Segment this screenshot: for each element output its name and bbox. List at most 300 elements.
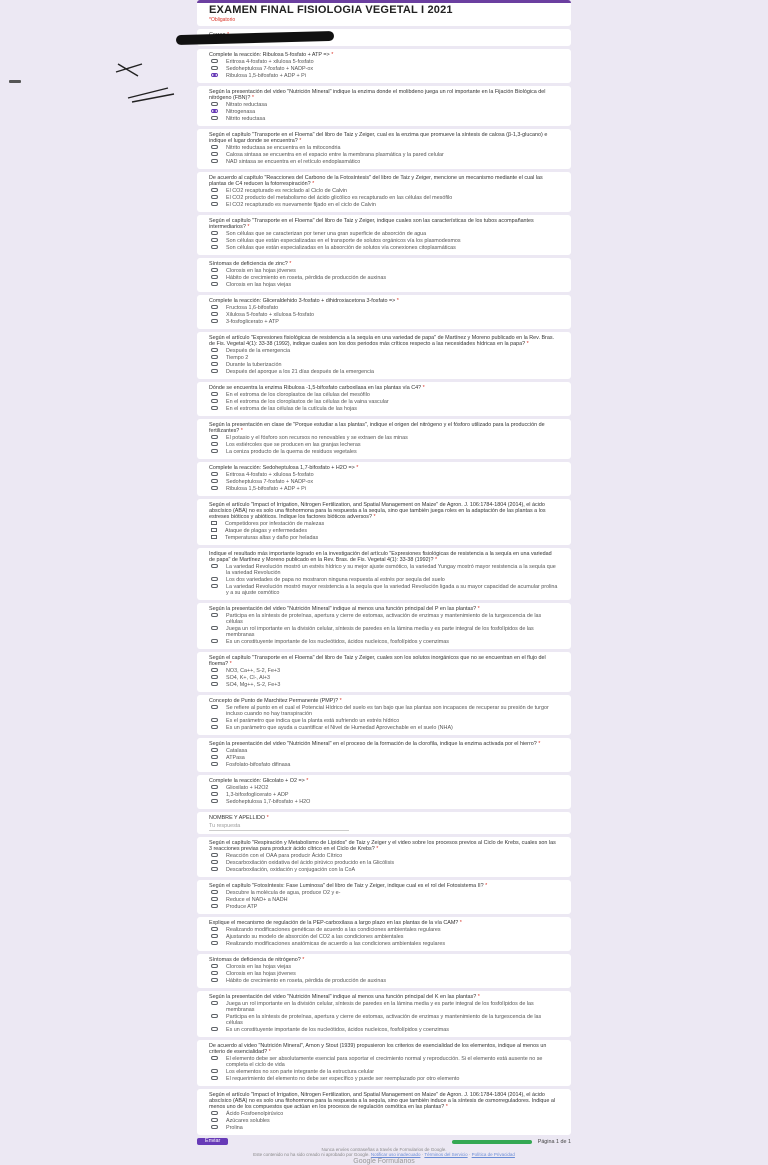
answer-option[interactable] bbox=[211, 348, 559, 354]
option-label: Ácido Fosfoenolpirúvico bbox=[226, 1111, 284, 1117]
submit-button[interactable]: Enviar bbox=[197, 1138, 228, 1145]
checkbox[interactable] bbox=[211, 521, 217, 525]
question-title: De acuerdo al video "Nutrición Mineral", Arnon y Stout (1939) propusieron los criterios de esencialidad de los elementos, indique al menos un criterio de esencialidad? * bbox=[209, 1043, 547, 1055]
option-label: Competidores por infestación de malezas bbox=[225, 521, 325, 527]
radio-button[interactable] bbox=[211, 109, 218, 113]
radio-button[interactable] bbox=[211, 584, 218, 588]
option-label: Nitrato reductasa bbox=[226, 102, 268, 108]
answer-option[interactable] bbox=[211, 59, 559, 65]
answer-option[interactable] bbox=[211, 109, 559, 115]
option-label: Realizando modificaciones anatómicas de acuerdo a las condiciones ambientales regulares bbox=[226, 941, 446, 947]
answer-option[interactable] bbox=[211, 66, 559, 72]
option-label: Son células que están especializadas en el transporte de solutos orgánicos vía los plasmodesmos bbox=[226, 238, 461, 244]
question-card bbox=[197, 295, 571, 329]
answer-option[interactable] bbox=[211, 1069, 559, 1075]
answer-option[interactable] bbox=[211, 231, 559, 237]
answer-option[interactable] bbox=[211, 639, 559, 645]
option-label: ATPasa bbox=[226, 755, 245, 761]
question-card bbox=[197, 880, 571, 914]
answer-option[interactable] bbox=[211, 1118, 559, 1124]
radio-button[interactable] bbox=[211, 626, 218, 630]
answer-option[interactable] bbox=[211, 577, 559, 583]
option-label: Nitrito reductasa bbox=[226, 116, 266, 122]
answer-option[interactable] bbox=[211, 1056, 559, 1068]
question-title: Concepto de Punto de Marchitez Permanente (PMP)? * bbox=[209, 698, 342, 704]
answer-option[interactable] bbox=[211, 319, 559, 325]
option-label: Es un constituyente importante de los nucleótidos, ácidos nucleicos, fosfolípidos y coenzimas bbox=[226, 1027, 449, 1033]
form-title: EXAMEN FINAL FISIOLOGIA VEGETAL I 2021 bbox=[209, 4, 453, 16]
radio-button[interactable] bbox=[211, 725, 218, 729]
answer-option[interactable] bbox=[211, 1076, 559, 1082]
radio-button[interactable] bbox=[211, 682, 218, 686]
option-label: Son células que están especializadas en la absorción de solutos vía conexiones citoplasmáticas bbox=[226, 245, 456, 251]
option-label: El CO2 producto del metabolismo del ácido glicólico es recapturado en las células del mesófilo bbox=[226, 195, 453, 201]
answer-option[interactable] bbox=[211, 312, 559, 318]
option-label: El requerimiento del elemento no debe ser específico y puede ser reemplazado por otro elemento bbox=[226, 1076, 460, 1082]
question-title: Indique el resultado más importante logrado en la investigación del artículo "Expresiones fisiológicas de resistencia a la sequía en una variedad de papa" de Martínez y Moreno publicado en la Rev. Bras. de Fis. Vegetal 4(1): 33-38 (1992)? * bbox=[209, 551, 552, 563]
answer-option[interactable] bbox=[211, 1125, 559, 1131]
radio-button[interactable] bbox=[211, 479, 218, 483]
answer-option[interactable] bbox=[211, 159, 559, 165]
answer-option[interactable] bbox=[211, 564, 559, 576]
question-card bbox=[197, 775, 571, 809]
footnote: Nunca envíes contraseñas a través de Formularios de Google. Este contenido no ha sido creado ni aprobado por Google. Notificar uso inadecuado · Términos del Servicio · Política de Privacidad bbox=[197, 1147, 571, 1157]
answer-option[interactable] bbox=[211, 890, 559, 896]
question-title: Síntomas de deficiencia de nitrógeno? * bbox=[209, 957, 305, 963]
option-label: Descubre la molécula de agua, produce O2 y e- bbox=[226, 890, 341, 896]
option-label: Nitrogenasa bbox=[226, 109, 256, 115]
footnote-line2: Este contenido no ha sido creado ni aprobado por Google. bbox=[253, 1152, 370, 1157]
option-label: Los elementos no son parte integrante de la estructura celular bbox=[226, 1069, 375, 1075]
answer-option[interactable] bbox=[211, 748, 559, 754]
option-label: Es un constituyente importante de los nucleótidos, ácidos nucleicos, fosfolípidos y coenzimas bbox=[226, 639, 449, 645]
option-label: Clorosis en las hojas viejas bbox=[226, 282, 292, 288]
option-label: Clorosis en las hojas jóvenes bbox=[226, 971, 296, 977]
radio-button[interactable] bbox=[211, 369, 218, 373]
radio-button[interactable] bbox=[211, 188, 218, 192]
option-label: Tiempo 2 bbox=[226, 355, 249, 361]
radio-button[interactable] bbox=[211, 853, 218, 857]
answer-option[interactable] bbox=[211, 145, 559, 151]
answer-option[interactable] bbox=[211, 369, 559, 375]
option-label: Xilulosa 5-fosfato + xilulosa 5-fosfato bbox=[226, 312, 314, 318]
radio-button[interactable] bbox=[211, 66, 218, 70]
answer-option[interactable] bbox=[211, 472, 559, 478]
form-header bbox=[197, 0, 571, 26]
answer-option[interactable] bbox=[211, 755, 559, 761]
option-label: La variedad Revolución mostró un estrés hídrico y su mejor ajuste osmótico, la variedad Yungay mostró mayor resistencia a la sequía que la variedad Revolución bbox=[226, 564, 556, 576]
radio-button[interactable] bbox=[211, 799, 218, 803]
answer-option[interactable] bbox=[211, 675, 559, 681]
question-card bbox=[197, 258, 571, 292]
answer-option[interactable] bbox=[211, 116, 559, 122]
answer-option[interactable] bbox=[211, 904, 559, 910]
option-label: Sedoheptulosa 1,7-bifosfato + H2O bbox=[226, 799, 311, 805]
question-list bbox=[197, 49, 571, 1135]
answer-option[interactable] bbox=[211, 399, 559, 405]
option-label: La ceniza producto de la quema de residuos vegetales bbox=[226, 449, 357, 455]
option-label: Fosfolato-bifosfato difinasa bbox=[226, 762, 291, 768]
radio-button[interactable] bbox=[211, 73, 218, 77]
option-label: Ribulosa 1,5-bifosfato + ADP + Pi bbox=[226, 73, 306, 79]
option-label: Después de la emergencia bbox=[226, 348, 291, 354]
answer-option[interactable] bbox=[211, 73, 559, 79]
answer-option[interactable] bbox=[211, 584, 559, 596]
question-card bbox=[197, 332, 571, 379]
radio-button[interactable] bbox=[211, 904, 218, 908]
option-label: Produce ATP bbox=[226, 904, 258, 910]
option-label: Nitrito reductasa se encuentra en la mitocondria bbox=[226, 145, 341, 151]
radio-button[interactable] bbox=[211, 748, 218, 752]
radio-button[interactable] bbox=[211, 867, 218, 871]
google-forms-logo: Google Formularios bbox=[353, 1158, 415, 1165]
radio-button[interactable] bbox=[211, 245, 218, 249]
radio-button[interactable] bbox=[211, 1118, 218, 1122]
answer-option[interactable] bbox=[211, 435, 559, 441]
question-card bbox=[197, 172, 571, 212]
option-label: Durante la tuberización bbox=[226, 362, 282, 368]
radio-button[interactable] bbox=[211, 392, 218, 396]
answer-option[interactable] bbox=[211, 102, 559, 108]
option-label: Descarboxilación, oxidación y conjugación con la CoA bbox=[226, 867, 356, 873]
radio-button[interactable] bbox=[211, 116, 218, 120]
radio-button[interactable] bbox=[211, 718, 218, 722]
option-label: Reduce el NAD+ a NADH bbox=[226, 897, 288, 903]
option-label: Realizando modificaciones genéticas de acuerdo a las condiciones ambientales regulares bbox=[226, 927, 441, 933]
answer-option[interactable] bbox=[211, 799, 559, 805]
question-title: Síntomas de deficiencia de zinc? * bbox=[209, 261, 292, 267]
radio-button[interactable] bbox=[211, 1056, 218, 1060]
option-label: NAD sintasa se encuentra en el retículo endoplasmático bbox=[226, 159, 361, 165]
margin-mark bbox=[9, 80, 21, 83]
radio-button[interactable] bbox=[211, 890, 218, 894]
radio-button[interactable] bbox=[211, 978, 218, 982]
radio-button[interactable] bbox=[211, 362, 218, 366]
option-label: Clorosis en las hojas viejas bbox=[226, 964, 292, 970]
answer-option[interactable] bbox=[211, 860, 559, 866]
radio-button[interactable] bbox=[211, 1027, 218, 1031]
question-card bbox=[197, 917, 571, 951]
radio-button[interactable] bbox=[211, 1111, 218, 1115]
answer-option[interactable] bbox=[211, 245, 559, 251]
option-label: Sedoheptulosa 7-fosfato + NADP-ox bbox=[226, 66, 314, 72]
option-label: Reacción con el OAA para producir Ácido Cítrico bbox=[226, 853, 343, 859]
answer-option[interactable] bbox=[211, 152, 559, 158]
radio-button[interactable] bbox=[211, 275, 218, 279]
question-title: Según el capítulo "Transporte en el Floema" del libro de Taiz y Zeiger, indique cuales son las características de los tubos acompañantes intermediarios? * bbox=[209, 218, 534, 230]
question-title: Explique el mecanismo de regulación de la PEP-carboxilasa a largo plazo en las plantas de la vía CAM? * bbox=[209, 920, 462, 926]
answer-option[interactable] bbox=[211, 449, 559, 455]
radio-button[interactable] bbox=[211, 195, 218, 199]
radio-button[interactable] bbox=[211, 1076, 218, 1080]
name-input[interactable]: Tu respuesta bbox=[209, 823, 349, 831]
question-title: Según la presentación del video "Nutrición Mineral" indique la enzima donde el molibdeno juega un rol importante en la Fijación Biológica del nitrógeno (FBN)? * bbox=[209, 89, 546, 101]
option-label: El CO2 recapturado es reciclado al Ciclo de Calvin bbox=[226, 188, 348, 194]
radio-button[interactable] bbox=[211, 145, 218, 149]
answer-option[interactable] bbox=[211, 188, 559, 194]
radio-button[interactable] bbox=[211, 355, 218, 359]
progress-fill bbox=[452, 1140, 532, 1144]
answer-option[interactable] bbox=[211, 355, 559, 361]
radio-button[interactable] bbox=[211, 941, 218, 945]
option-label: Clorosis en las hojas jóvenes bbox=[226, 268, 296, 274]
answer-option[interactable] bbox=[211, 682, 559, 688]
option-label: Fructosa 1,6-bifosfato bbox=[226, 305, 279, 311]
option-label: Azúcares solubles bbox=[226, 1118, 270, 1124]
footnote-line1: Nunca envíes contraseñas a través de Formularios de Google. bbox=[321, 1147, 447, 1152]
page-indicator: Página 1 de 1 bbox=[537, 1138, 571, 1145]
answer-option[interactable] bbox=[211, 305, 559, 311]
radio-button[interactable] bbox=[211, 152, 218, 156]
answer-option[interactable] bbox=[211, 668, 559, 674]
radio-button[interactable] bbox=[211, 792, 218, 796]
question-card bbox=[197, 837, 571, 877]
radio-button[interactable] bbox=[211, 312, 218, 316]
radio-button[interactable] bbox=[211, 705, 218, 709]
option-label: Ribulosa 1,5-bifosfato + ADP + Pi bbox=[226, 486, 306, 492]
question-card bbox=[197, 129, 571, 169]
radio-button[interactable] bbox=[211, 897, 218, 901]
form-footer bbox=[197, 1138, 571, 1145]
answer-option[interactable] bbox=[211, 964, 559, 970]
option-label: En el estroma de los cloroplastos de las células del mesófilo bbox=[226, 392, 370, 398]
option-label: Glioxilato + H2O2 bbox=[226, 785, 269, 791]
radio-button[interactable] bbox=[211, 675, 218, 679]
question-title: Complete la reacción: Glicolato + O2 => * bbox=[209, 778, 309, 784]
answer-option[interactable] bbox=[211, 792, 559, 798]
radio-button[interactable] bbox=[211, 486, 218, 490]
answer-option[interactable] bbox=[211, 978, 559, 984]
option-label: Los estiércoles que se producen en las granjas lecheras bbox=[226, 442, 361, 448]
option-label: Eritrosa 4-fosfato + xilulosa 5-fosfato bbox=[226, 472, 314, 478]
radio-button[interactable] bbox=[211, 305, 218, 309]
handwritten-scribble bbox=[108, 58, 178, 108]
answer-option[interactable] bbox=[211, 613, 559, 625]
answer-option[interactable] bbox=[211, 867, 559, 873]
radio-button[interactable] bbox=[211, 971, 218, 975]
answer-option[interactable] bbox=[211, 971, 559, 977]
radio-button[interactable] bbox=[211, 159, 218, 163]
question-title: NOMBRE Y APELLIDO * bbox=[209, 815, 269, 821]
question-title: Complete la reacción: Ribulosa 5-fosfato + ATP => * bbox=[209, 52, 334, 58]
answer-option[interactable] bbox=[211, 521, 559, 527]
radio-button[interactable] bbox=[211, 238, 218, 242]
question-card bbox=[197, 738, 571, 772]
radio-button[interactable] bbox=[211, 406, 218, 410]
answer-option[interactable] bbox=[211, 392, 559, 398]
question-title: Según la presentación del video "Nutrición Mineral" indique al menos una función principal del P en las plantas? * bbox=[209, 606, 480, 612]
option-label: Es un parámetro que ayuda a cuantificar el Nivel de Humedad Aprovechable en el suelo (NHA) bbox=[226, 725, 453, 731]
radio-button[interactable] bbox=[211, 1069, 218, 1073]
question-title: Según el capítulo "Fotosíntesis: Fase Luminosa" del libro de Taiz y Zeiger, indique cual es el rol del Fotosistema II? * bbox=[209, 883, 488, 889]
question-title: Según el artículo "Impact of Irrigation, Nitrogen Fertilization, and Spatial Management on Maize" de Agron. J. 106:1784-1804 (2014), el ácido abscísico (ABA) no es solo una fitohormona para la respuesta a la sequía, sino que también induce a la síntesis de osmorreguladores. Indique al menos uno de los compuestos que actúan en los procesos de regulación osmótica en las plantas? * bbox=[209, 1092, 556, 1110]
answer-option[interactable] bbox=[211, 362, 559, 368]
option-label: 1,3-bifosfoglicerato + ADP bbox=[226, 792, 289, 798]
option-label: SO4, K+, Cl-, Al+3 bbox=[226, 675, 271, 681]
google-form bbox=[197, 0, 571, 1165]
question-title: De acuerdo al capítulo "Reacciones del Carbono de la Fotosíntesis" del libro de Taiz y Zeiger, mencione un mecanismo mediante el cual las plantas de C4 reducen la fotorrespiración? * bbox=[209, 175, 543, 187]
option-label: Son células que se caracterizan por tener una gran superficie de absorción de agua bbox=[226, 231, 427, 237]
radio-button[interactable] bbox=[211, 762, 218, 766]
option-label: Hábito de crecimiento en roseta, pérdida de producción de auxinas bbox=[226, 275, 387, 281]
question-card bbox=[197, 86, 571, 126]
radio-button[interactable] bbox=[211, 613, 218, 617]
radio-button[interactable] bbox=[211, 860, 218, 864]
radio-button[interactable] bbox=[211, 435, 218, 439]
progress bbox=[452, 1139, 571, 1145]
option-label: Ajustando su modelo de absorción del CO2 a las condiciones ambientales bbox=[226, 934, 404, 940]
answer-option[interactable] bbox=[211, 725, 559, 731]
question-title: Según el artículo "Impact of Irrigation, Nitrogen Fertilization, and Spatial Management on Maize" de Agron. J. 106:1784-1804 (2014), el ácido abscísico (ABA) no es solo una fitohormona para la respuesta a la sequía, sino que también juega roles en la adaptación de las plantas a los estreses bióticos y abióticos. Indique los factores bióticos adversos? * bbox=[209, 502, 546, 520]
question-title: Según la presentación en clase de "Porque estudiar a las plantas", indique el origen del nitrógeno y el fósforo utilizado para la producción de fertilizantes? * bbox=[209, 422, 545, 434]
checkbox[interactable] bbox=[211, 528, 217, 532]
report-abuse-link[interactable]: Notificar uso inadecuado bbox=[370, 1152, 421, 1157]
option-label: Después del aporque a los 21 días después de la emergencia bbox=[226, 369, 375, 375]
question-card bbox=[197, 382, 571, 416]
radio-button[interactable] bbox=[211, 348, 218, 352]
option-label: Eritrosa 4-fosfato + xilulosa 5-fosfato bbox=[226, 59, 314, 65]
answer-option[interactable] bbox=[211, 442, 559, 448]
answer-option[interactable] bbox=[211, 853, 559, 859]
radio-button[interactable] bbox=[211, 668, 218, 672]
answer-option[interactable] bbox=[211, 479, 559, 485]
question-card bbox=[197, 603, 571, 649]
answer-option[interactable] bbox=[211, 1001, 559, 1013]
answer-option[interactable] bbox=[211, 1014, 559, 1026]
option-label: Ataque de plagas y enfermedades bbox=[225, 528, 308, 534]
question-card bbox=[197, 419, 571, 459]
radio-button[interactable] bbox=[211, 755, 218, 759]
radio-button[interactable] bbox=[211, 639, 218, 643]
radio-button[interactable] bbox=[211, 282, 218, 286]
radio-button[interactable] bbox=[211, 319, 218, 323]
question-title: Según el capítulo "Transporte en el Floema" del libro de Taiz y Zeiger, cual es la enzima que promueve la síntesis de calosa (β-1,3-glucano) e indique el lugar donde se encuentra? * bbox=[209, 132, 548, 144]
answer-option[interactable] bbox=[211, 941, 559, 947]
option-label: El elemento debe ser absolutamente esencial para soportar el crecimiento normal y reproducción. Si el elemento está ausente no se completa el ciclo de vida bbox=[226, 1056, 543, 1068]
radio-button[interactable] bbox=[211, 934, 218, 938]
answer-option[interactable] bbox=[211, 282, 559, 288]
question-card bbox=[197, 652, 571, 692]
option-label: NO3, Ca++, S-2, Fe+3 bbox=[226, 668, 281, 674]
question-card bbox=[197, 1089, 571, 1135]
option-label: Participa en la síntesis de proteínas, apertura y cierre de estomas, activación de enzimas y mantenimiento de la turgescencia de las células bbox=[226, 613, 542, 625]
question-title: Según el artículo "Expresiones fisiológicas de resistencia a la sequía en una variedad de papa" de Martínez y Moreno publicado en la Rev. Bras. de Fis. Vegetal 4(1): 33-38 (1992), indique cuales son los dos periodos más críticos respecto a las necesidades hídricas en la papa? * bbox=[209, 335, 555, 347]
question-card bbox=[197, 548, 571, 600]
answer-option[interactable] bbox=[211, 195, 559, 201]
option-label: Prolina bbox=[226, 1125, 243, 1131]
answer-option[interactable] bbox=[211, 202, 559, 208]
radio-button[interactable] bbox=[211, 268, 218, 272]
checkbox[interactable] bbox=[211, 535, 217, 539]
option-label: Es el parámetro que indica que la planta está sufriendo un estrés hídrico bbox=[226, 718, 400, 724]
question-title: Según la presentación del video "Nutrición Mineral" en el proceso de la formación de la clorofila, indique la enzima activada por el hierro? * bbox=[209, 741, 541, 747]
option-label: Juega un rol importante en la división celular, síntesis de paredes en la lámina media y es parte integral de los fosfolípidos de las membranas bbox=[226, 1001, 534, 1013]
radio-button[interactable] bbox=[211, 564, 218, 568]
answer-option[interactable] bbox=[211, 486, 559, 492]
option-label: En el estroma de los cloroplastos de las células de la vaina vascular bbox=[226, 399, 389, 405]
radio-button[interactable] bbox=[211, 964, 218, 968]
question-card bbox=[197, 695, 571, 735]
radio-button[interactable] bbox=[211, 927, 218, 931]
question-title: Según el capítulo "Transporte en el Floema" del libro de Taiz y Zeiger, cuales son los solutos inorgánicos que no se encuentran en el flujo del floema? * bbox=[209, 655, 546, 667]
radio-button[interactable] bbox=[211, 399, 218, 403]
radio-button[interactable] bbox=[211, 59, 218, 63]
option-label: Juega un rol importante en la división celular, síntesis de paredes en la lámina media y es parte integral de los fosfolípidos de las membranas bbox=[226, 626, 534, 638]
question-card bbox=[197, 215, 571, 255]
answer-option[interactable] bbox=[211, 718, 559, 724]
answer-option[interactable] bbox=[211, 528, 559, 534]
option-label: SO4, Mg++, S-2, Fe+3 bbox=[226, 682, 281, 688]
answer-option[interactable] bbox=[211, 927, 559, 933]
question-card bbox=[197, 812, 571, 834]
option-label: Participa en la síntesis de proteínas, apertura y cierre de estomas, activación de enzimas y mantenimiento de la turgescencia de las células bbox=[226, 1014, 542, 1026]
radio-button[interactable] bbox=[211, 442, 218, 446]
question-title: Según el capítulo "Respiración y Metabolismo de Lípidos" de Taiz y Zeiger y el video sobre los procesos previos al Ciclo de Krebs, cuales son las 3 reacciones previas para producir ácido cítrico en el Ciclo de Krebs? * bbox=[209, 840, 556, 852]
option-label: Descarboxilación oxidativa del ácido pirúvico producido en la Glicólisis bbox=[226, 860, 395, 866]
radio-button[interactable] bbox=[211, 1125, 218, 1129]
answer-option[interactable] bbox=[211, 897, 559, 903]
answer-option[interactable] bbox=[211, 535, 559, 541]
radio-button[interactable] bbox=[211, 202, 218, 206]
answer-option[interactable] bbox=[211, 275, 559, 281]
answer-option[interactable] bbox=[211, 1027, 559, 1033]
answer-option[interactable] bbox=[211, 785, 559, 791]
option-label: En el estroma de las células de la cutícula de las hojas bbox=[226, 406, 357, 412]
radio-button[interactable] bbox=[211, 577, 218, 581]
option-label: Calosa sintasa se encuentra en el espacio entre la membrana plasmática y la pared celular bbox=[226, 152, 444, 158]
answer-option[interactable] bbox=[211, 762, 559, 768]
option-label: Se refiere al punto en el cual el Potencial Hídrico del suelo es tan bajo que las plantas son incapaces de recuperar su presión de turgor incluso cuando no hay transpiración bbox=[226, 705, 549, 717]
progress-bar bbox=[452, 1140, 532, 1144]
question-title: Según la presentación del video "Nutrición Mineral" indique al menos una función principal del K en las plantas? * bbox=[209, 994, 480, 1000]
radio-button[interactable] bbox=[211, 102, 218, 106]
radio-button[interactable] bbox=[211, 449, 218, 453]
option-label: Catalasa bbox=[226, 748, 248, 754]
option-label: Hábito de crecimiento en roseta, pérdida de producción de auxinas bbox=[226, 978, 387, 984]
required-note: *Obligatorio bbox=[209, 17, 236, 23]
answer-option[interactable] bbox=[211, 406, 559, 412]
option-label: La variedad Revolución mostró mayor resistencia a la sequía que la variedad Revolución ligada a su mayor capacidad de acumular prolina y a su ajuste osmótico bbox=[226, 584, 558, 596]
question-title: Dónde se encuentra la enzima Ribulosa -1,5-bifosfato carboxilasa en las plantas vía C4? * bbox=[209, 385, 425, 391]
privacy-link[interactable]: Política de Privacidad bbox=[471, 1152, 515, 1157]
question-title: Complete la reacción: Sedoheptulosa 1,7-bifosfato + H2O => * bbox=[209, 465, 359, 471]
terms-link[interactable]: Términos del Servicio bbox=[424, 1152, 468, 1157]
question-card bbox=[197, 991, 571, 1037]
answer-option[interactable] bbox=[211, 705, 559, 717]
option-label: 3-fosfoglicerato + ATP bbox=[226, 319, 279, 325]
question-card bbox=[197, 499, 571, 545]
question-card bbox=[197, 1040, 571, 1086]
answer-option[interactable] bbox=[211, 238, 559, 244]
answer-option[interactable] bbox=[211, 1111, 559, 1117]
answer-option[interactable] bbox=[211, 626, 559, 638]
question-card bbox=[197, 954, 571, 988]
question-card bbox=[197, 462, 571, 496]
radio-button[interactable] bbox=[211, 231, 218, 235]
question-card bbox=[197, 49, 571, 83]
question-title: Complete la reacción: Gliceraldehido 3-fosfato + dihidroxiacetona 3-fosfato => * bbox=[209, 298, 399, 304]
option-label: Temperaturas altas y daño por heladas bbox=[225, 535, 319, 541]
option-label: Los dos variedades de papa no mostraron ninguna respuesta al estrés por sequía del suelo bbox=[226, 577, 445, 583]
answer-option[interactable] bbox=[211, 934, 559, 940]
option-label: El CO2 recapturado es nuevamente fijado en el ciclo de Calvin bbox=[226, 202, 376, 208]
radio-button[interactable] bbox=[211, 472, 218, 476]
option-label: El potasio y el fósforo son recursos no renovables y se extraen de las minas bbox=[226, 435, 408, 441]
answer-option[interactable] bbox=[211, 268, 559, 274]
radio-button[interactable] bbox=[211, 1001, 218, 1005]
radio-button[interactable] bbox=[211, 1014, 218, 1018]
radio-button[interactable] bbox=[211, 785, 218, 789]
